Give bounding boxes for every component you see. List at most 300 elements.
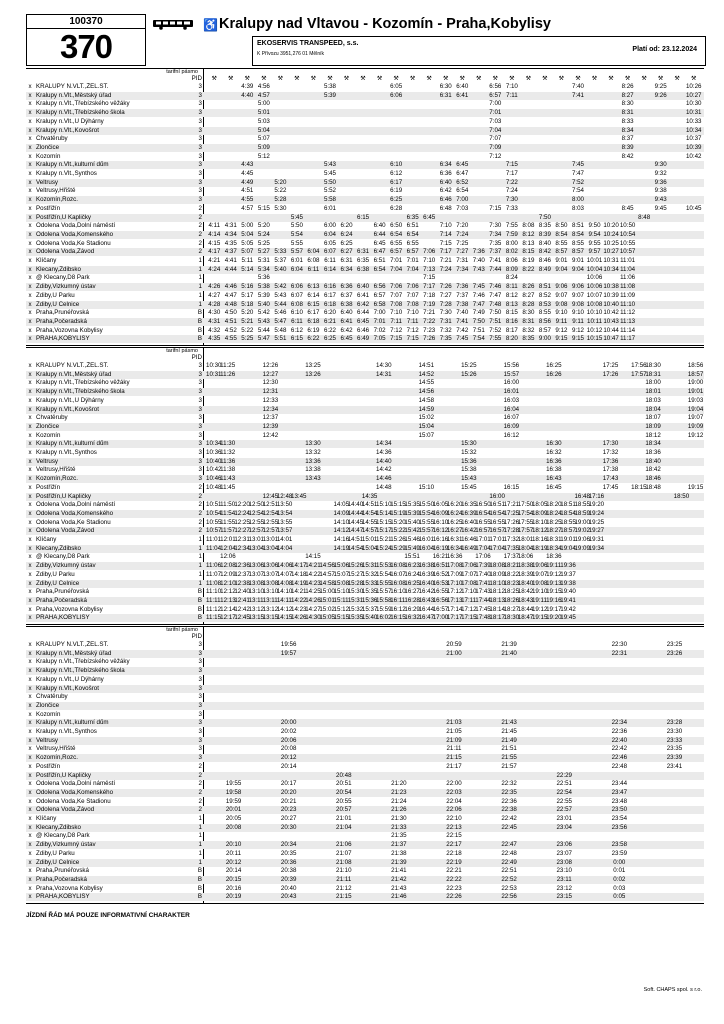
departure-time: 17:41: [475, 579, 491, 587]
stop-name: Kralupy n.Vlt.,Městský úřad: [36, 649, 112, 657]
departure-time: 9:10: [571, 309, 584, 317]
departure-time: 8:11: [506, 283, 518, 291]
departure-time: 15:33: [361, 579, 378, 587]
departure-time: 13:08: [248, 579, 264, 587]
request-stop-mark: x: [28, 797, 32, 805]
stop-row: [26, 301, 704, 309]
departure-time: 6:18: [307, 317, 320, 325]
request-stop-mark: x: [28, 300, 32, 308]
departure-time: 16:24: [446, 509, 463, 517]
departure-time: 7:40: [571, 83, 584, 90]
stop-row: [26, 798, 704, 806]
stop-row: [26, 737, 704, 745]
request-stop-mark: x: [28, 283, 32, 291]
tarif-zone: 3: [198, 152, 202, 160]
departure-time: 19:10: [531, 588, 548, 596]
workday-icon: ⚒: [575, 75, 581, 82]
departure-time: 22:48: [501, 849, 517, 857]
departure-time: 12:26: [262, 362, 279, 369]
departure-time: 6:04: [290, 265, 303, 273]
departure-time: 0:01: [613, 867, 626, 875]
stop-row: [26, 841, 704, 849]
stop-row: [26, 754, 704, 762]
tarif-zone: 1: [198, 570, 202, 578]
departure-time: 6:24: [340, 230, 353, 238]
departure-time: 13:01: [248, 536, 264, 543]
departure-time: 10:50: [619, 222, 636, 230]
departure-time: 5:05: [241, 239, 254, 247]
departure-time: 21:17: [446, 762, 462, 770]
stop-name: Kozomín: [36, 431, 61, 439]
departure-time: 19:37: [560, 570, 576, 578]
stop-row: [26, 545, 704, 553]
departure-time: 9:43: [654, 196, 667, 204]
departure-time: 21:30: [391, 815, 407, 822]
departure-time: 7:30: [489, 222, 502, 230]
departure-time: 0:05: [613, 893, 626, 901]
departure-time: 7:00: [489, 100, 502, 108]
operator-name: EKOSERVIS TRANSPEED, s.s.: [257, 40, 359, 47]
stop-row: [26, 885, 704, 893]
stop-row: [26, 466, 704, 474]
stop-row: [26, 144, 704, 152]
stop-name: Odolena Voda,Ke Stadionu: [36, 797, 111, 805]
departure-time: 6:57: [373, 291, 386, 299]
departure-time: 7:49: [472, 309, 485, 317]
departure-time: 12:37: [234, 570, 250, 578]
tarif-zone: B: [197, 884, 202, 892]
request-stop-mark: x: [28, 152, 32, 160]
departure-time: 10:24: [603, 230, 619, 238]
departure-time: 6:42: [357, 300, 370, 308]
departure-time: 16:45: [546, 483, 562, 491]
request-stop-mark: x: [28, 466, 32, 474]
departure-time: 14:36: [376, 449, 392, 456]
departure-time: 18:27: [546, 527, 562, 535]
departure-time: 19:55: [225, 780, 242, 788]
departure-time: 15:10: [333, 588, 350, 596]
departure-time: 15:07: [333, 570, 350, 578]
departure-time: 7:17: [439, 248, 452, 256]
stop-name: PRAHA,KOBYLISY: [36, 335, 90, 343]
departure-time: 19:07: [687, 414, 704, 422]
stop-name: Veltrusy,Hřiště: [36, 466, 76, 474]
departure-time: 7:15: [489, 204, 502, 212]
departure-time: 13:10: [248, 588, 264, 596]
departure-time: 16:10: [390, 588, 406, 596]
departure-time: 17:28: [503, 527, 520, 535]
stop-name: @ Klecany,D8 Park: [36, 832, 90, 840]
wheelchair-icon: ♿: [203, 18, 218, 32]
departure-time: 23:04: [556, 823, 572, 831]
departure-time: 16:39: [418, 570, 435, 578]
departure-time: 6:22: [307, 335, 320, 343]
request-stop-mark: x: [28, 588, 32, 596]
workday-icon: ⚒: [343, 75, 350, 82]
stop-name: Kralupy n.Vlt.,kulturní dům: [36, 440, 109, 448]
departure-time: 21:45: [501, 728, 517, 735]
departure-time: 12:39: [262, 422, 279, 430]
request-stop-mark: x: [28, 570, 32, 578]
stop-row: [26, 231, 704, 239]
tarif-zone: 3: [198, 754, 202, 762]
departure-time: 15:26: [390, 536, 406, 543]
departure-time: 21:05: [446, 728, 462, 735]
stop-name: Odolena Voda,Dolní náměstí: [36, 222, 116, 230]
departure-time: 17:01: [475, 536, 491, 543]
departure-time: 5:12: [257, 152, 270, 160]
tarif-zone: 1: [198, 265, 202, 273]
request-stop-mark: x: [28, 362, 32, 369]
departure-time: 12:51: [262, 501, 279, 509]
departure-time: 20:54: [336, 788, 352, 796]
departure-time: 18:14: [489, 605, 505, 613]
departure-time: 22:36: [501, 797, 517, 805]
departure-time: 17:06: [461, 562, 477, 570]
departure-time: 7:50: [472, 317, 485, 325]
departure-time: 19:16: [546, 596, 562, 604]
departure-time: 14:30: [376, 362, 392, 369]
departure-time: 16:51: [432, 562, 449, 570]
departure-time: 15:55: [376, 579, 392, 587]
departure-time: 22:13: [446, 823, 462, 831]
workday-icon: ⚒: [211, 75, 218, 82]
pid-label: PID: [191, 75, 202, 82]
departure-time: 12:31: [262, 388, 279, 396]
timetable-block-2: [26, 347, 704, 625]
departure-time: 21:08: [336, 858, 352, 866]
departure-time: 5:45: [290, 213, 303, 221]
departure-time: 23:26: [666, 649, 683, 657]
departure-time: 20:30: [280, 823, 297, 831]
departure-time: 15:15: [333, 614, 350, 622]
departure-time: 6:34: [439, 161, 452, 169]
departure-time: 4:40: [241, 91, 254, 99]
departure-time: 16:46: [461, 536, 477, 543]
departure-time: 15:15: [376, 518, 392, 526]
workday-icon: ⚒: [509, 75, 515, 82]
tarif-zone: B: [197, 596, 202, 604]
departure-time: 15:10: [376, 501, 392, 509]
departure-time: 14:05: [333, 501, 350, 509]
departure-time: 21:39: [501, 641, 517, 648]
departure-time: 8:06: [505, 257, 518, 264]
departure-time: 6:10: [390, 161, 403, 169]
departure-time: 18:43: [517, 596, 534, 604]
departure-time: 6:58: [373, 300, 386, 308]
request-stop-mark: x: [28, 370, 32, 378]
departure-time: 14:18: [291, 570, 307, 578]
departure-time: 14:57: [319, 570, 335, 578]
departure-time: 22:56: [501, 893, 517, 901]
departure-time: 5:20: [241, 309, 254, 317]
departure-time: 16:55: [432, 588, 449, 596]
request-stop-mark: x: [28, 605, 32, 613]
departure-time: 8:27: [522, 291, 535, 299]
tarif-zone: 3: [198, 143, 202, 151]
departure-time: 6:36: [340, 283, 353, 291]
tarif-zone: 3: [198, 178, 202, 186]
departure-time: 11:43: [220, 475, 236, 483]
departure-time: 19:09: [574, 544, 590, 552]
stop-row: [26, 205, 704, 213]
departure-time: 6:19: [307, 326, 320, 334]
departure-time: 6:50: [390, 222, 403, 230]
line-number: 370: [59, 28, 113, 65]
departure-time: 8:30: [522, 309, 535, 317]
departure-time: 7:09: [489, 143, 502, 151]
departure-time: 15:14: [376, 509, 392, 517]
departure-time: 13:07: [248, 570, 264, 578]
departure-time: 7:36: [456, 283, 469, 291]
departure-time: 12:40: [234, 588, 250, 596]
departure-time: 8:19: [522, 257, 535, 264]
departure-time: 23:25: [666, 641, 683, 648]
departure-time: 5:27: [257, 248, 270, 256]
departure-time: 14:40: [376, 457, 392, 465]
departure-time: 12:33: [262, 396, 279, 404]
departure-time: 12:17: [220, 614, 236, 622]
request-stop-mark: x: [28, 335, 32, 343]
departure-time: 9:11: [555, 317, 568, 325]
departure-time: 23:47: [611, 788, 628, 796]
departure-time: 15:02: [418, 414, 435, 422]
departure-time: 16:02: [376, 614, 392, 622]
departure-time: 17:45: [602, 483, 619, 491]
tarif-zone: 2: [198, 788, 202, 796]
departure-time: 20:17: [280, 780, 297, 788]
departure-time: 15:35: [404, 501, 420, 509]
departure-time: 16:04: [503, 405, 520, 413]
departure-time: 9:07: [571, 291, 584, 299]
stop-row: [26, 379, 704, 387]
departure-time: 16:53: [432, 579, 449, 587]
departure-time: 7:12: [489, 152, 502, 160]
departure-time: 16:48: [574, 492, 590, 500]
departure-time: 18:27: [503, 605, 520, 613]
workday-icon: ⚒: [459, 75, 466, 82]
tarif-zone: 2: [198, 806, 202, 814]
departure-time: 5:42: [257, 309, 270, 317]
request-stop-mark: x: [28, 684, 32, 692]
departure-time: 7:32: [439, 326, 452, 334]
departure-time: 19:41: [560, 596, 576, 604]
request-stop-mark: x: [28, 771, 32, 779]
departure-time: 22:23: [446, 884, 462, 892]
departure-time: 19:58: [225, 788, 242, 796]
departure-time: 16:03: [503, 396, 520, 404]
request-stop-mark: x: [28, 257, 32, 264]
departure-time: 14:55: [361, 518, 378, 526]
departure-time: 20:20: [280, 788, 297, 796]
stop-row: [26, 824, 704, 832]
departure-time: 9:06: [571, 283, 584, 291]
departure-time: 7:31: [439, 317, 452, 325]
request-stop-mark: x: [28, 83, 32, 90]
departure-time: 17:14: [446, 605, 463, 613]
departure-time: 6:57: [489, 91, 502, 99]
departure-time: 20:14: [225, 867, 242, 875]
departure-time: 7:43: [472, 265, 485, 273]
departure-time: 5:50: [323, 178, 336, 186]
departure-time: 6:45: [423, 213, 436, 221]
stop-row: [26, 83, 704, 91]
stop-name: Kralupy n.Vlt.,Třebízského věžáky: [36, 379, 130, 387]
departure-time: 17:09: [446, 570, 463, 578]
stop-name: Kozomín: [36, 710, 61, 718]
departure-time: 10:11: [587, 317, 603, 325]
departure-time: 6:25: [390, 196, 403, 204]
departure-time: 6:44: [373, 230, 386, 238]
departure-time: 10:20: [603, 222, 619, 230]
departure-time: 11:26: [220, 370, 236, 378]
departure-time: 17:57: [517, 527, 534, 535]
departure-time: 6:14: [307, 291, 320, 299]
departure-time: 22:30: [611, 641, 628, 648]
departure-time: 15:31: [347, 596, 364, 604]
departure-time: 17:39: [475, 562, 491, 570]
stop-name: Chvatěruby: [36, 414, 68, 422]
departure-time: 10:08: [586, 300, 603, 308]
departure-time: 6:21: [323, 317, 336, 325]
departure-time: 12:01: [220, 536, 236, 543]
departure-time: 12:54: [262, 509, 279, 517]
tarif-zone: B: [197, 867, 202, 875]
departure-time: 5:38: [257, 283, 270, 291]
departure-time: 21:09: [446, 736, 462, 744]
request-stop-mark: x: [28, 317, 32, 325]
departure-time: 16:57: [475, 527, 491, 535]
departure-time: 23:59: [611, 849, 628, 857]
departure-time: 16:04: [418, 544, 435, 552]
departure-time: 4:41: [224, 257, 237, 264]
departure-time: 7:15: [439, 239, 452, 247]
stop-row: [26, 248, 704, 256]
workday-icon: ⚒: [376, 75, 383, 82]
departure-time: 14:16: [333, 536, 350, 543]
departure-time: 6:20: [340, 222, 353, 230]
tarif-zone: 2: [198, 230, 202, 238]
departure-time: 23:58: [611, 841, 628, 849]
tarif-zone: B: [197, 317, 202, 325]
departure-time: 10:45: [685, 204, 702, 212]
departure-time: 4:28: [208, 300, 221, 308]
departure-time: 20:14: [280, 762, 297, 770]
request-stop-mark: x: [28, 884, 32, 892]
departure-time: 20:34: [280, 841, 297, 849]
departure-time: 10:39: [685, 143, 702, 151]
departure-time: 6:49: [357, 335, 370, 343]
departure-time: 9:15: [555, 335, 568, 343]
departure-time: 10:30: [685, 100, 702, 108]
departure-time: 15:51: [404, 553, 420, 561]
departure-time: 16:39: [461, 509, 477, 517]
departure-time: 15:36: [461, 457, 477, 465]
departure-time: 8:16: [505, 317, 518, 325]
departure-time: 10:51: [206, 501, 222, 509]
request-stop-mark: x: [28, 788, 32, 796]
departure-time: 21:12: [336, 884, 352, 892]
departure-time: 7:34: [489, 230, 502, 238]
request-stop-mark: x: [28, 719, 32, 727]
workday-icon: ⚒: [261, 75, 267, 82]
departure-time: 4:51: [224, 317, 237, 325]
departure-time: 7:23: [423, 326, 436, 334]
departure-time: 19:00: [574, 518, 590, 526]
departure-time: 15:00: [319, 588, 335, 596]
operator-address: K Přívozu 3951,276 01 Mělník: [257, 51, 324, 57]
stop-row: [26, 527, 704, 535]
departure-time: 17:25: [602, 362, 619, 369]
departure-time: 10:34: [685, 126, 702, 134]
request-stop-mark: x: [28, 449, 32, 456]
request-stop-mark: x: [28, 675, 32, 683]
departure-time: 8:50: [555, 222, 568, 230]
request-stop-mark: x: [28, 422, 32, 430]
departure-time: 21:33: [391, 823, 407, 831]
departure-time: 17:38: [602, 466, 619, 474]
departure-time: 17:00: [432, 614, 449, 622]
tarif-zone: 3: [198, 693, 202, 701]
departure-time: 18:57: [560, 527, 576, 535]
request-stop-mark: x: [28, 388, 32, 396]
departure-time: 4:24: [208, 265, 221, 273]
departure-time: 6:20: [323, 309, 336, 317]
departure-time: 5:34: [257, 265, 270, 273]
workday-icon: ⚒: [608, 75, 614, 82]
departure-time: 18:19: [531, 544, 548, 552]
stop-row: [26, 893, 704, 901]
departure-time: 16:01: [418, 536, 435, 543]
stop-name: Kralupy n.Vlt.,U Dýhárny: [36, 396, 104, 404]
departure-time: 10:40: [603, 300, 619, 308]
departure-time: 22:21: [446, 867, 462, 875]
stop-row: [26, 432, 704, 440]
departure-time: 17:12: [446, 588, 463, 596]
request-stop-mark: x: [28, 667, 32, 675]
departure-time: 5:14: [241, 265, 254, 273]
tarif-zone: B: [197, 326, 202, 334]
departure-time: 16:05: [432, 501, 449, 509]
departure-time: 5:43: [323, 161, 336, 169]
departure-time: 7:36: [472, 248, 485, 256]
departure-time: 8:12: [522, 230, 535, 238]
departure-time: 12:09: [220, 570, 236, 578]
departure-time: 16:25: [546, 362, 562, 369]
departure-time: 15:36: [361, 596, 378, 604]
stop-row: [26, 327, 704, 335]
tarif-zone: 1: [198, 823, 202, 831]
departure-time: 18:34: [546, 544, 562, 552]
departure-time: 6:07: [323, 248, 336, 256]
departure-time: 18:05: [531, 501, 548, 509]
departure-time: 7:22: [423, 317, 436, 325]
departure-time: 11:45: [220, 483, 236, 491]
timetable-block-1: [26, 68, 704, 346]
tarif-zone: B: [197, 335, 202, 343]
departure-time: 7:26: [423, 335, 436, 343]
departure-time: 7:04: [390, 265, 403, 273]
departure-time: 15:19: [390, 509, 406, 517]
departure-time: 5:31: [257, 257, 270, 264]
departure-time: 16:44: [418, 605, 435, 613]
departure-time: 21:04: [336, 823, 352, 831]
stop-name: PRAHA,KOBYLISY: [36, 614, 90, 622]
route-title: Kralupy nad Vltavou - Kozomín - Praha,Kobylisy: [219, 16, 551, 32]
stop-name: Zlončice: [36, 701, 60, 709]
departure-time: 16:21: [432, 553, 449, 561]
departure-time: 21:20: [391, 780, 407, 788]
